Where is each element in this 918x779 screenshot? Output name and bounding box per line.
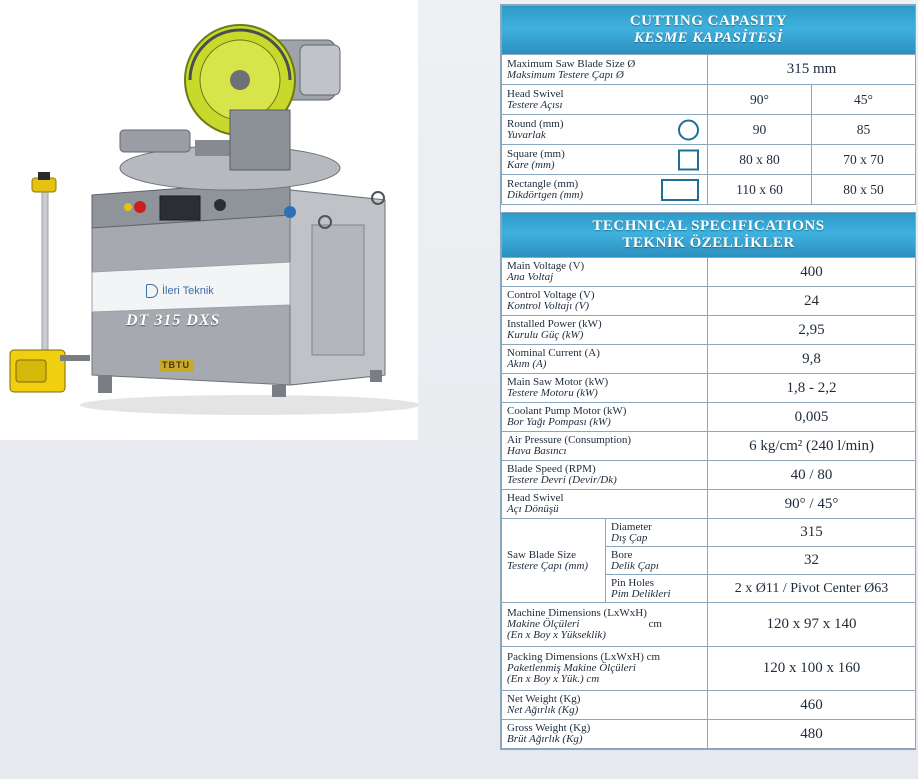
table-row bbox=[502, 403, 916, 432]
table-row bbox=[502, 316, 916, 345]
row-label-tr: Akım (A) bbox=[507, 358, 547, 370]
technical-specifications-table bbox=[501, 212, 916, 749]
row-label: Rectangle (mm) bbox=[507, 177, 579, 190]
cutting-title: CUTTING CAPASITY bbox=[629, 13, 788, 29]
row-label: Main Voltage (V) bbox=[507, 260, 585, 272]
table-row bbox=[502, 345, 916, 374]
row-label: Net Weight (Kg) bbox=[507, 693, 581, 705]
row-label: Installed Power (kW) bbox=[507, 318, 602, 330]
saw-machine-illustration bbox=[0, 0, 418, 440]
row-label: Head Swivel bbox=[507, 87, 564, 100]
row-value: 32 bbox=[708, 547, 916, 575]
row-label: Maximum Saw Blade Size Ø bbox=[507, 57, 636, 70]
row-value-90: 110 x 60 bbox=[708, 175, 812, 205]
table-row bbox=[502, 287, 916, 316]
sub-label-tr: Dış Çap bbox=[611, 531, 648, 544]
row-label-tr: Hava Basıncı bbox=[507, 445, 567, 457]
row-value: 120 x 100 x 160 bbox=[708, 647, 916, 691]
tech-header bbox=[502, 213, 916, 258]
row-label: Blade Speed (RPM) bbox=[507, 463, 596, 475]
row-value-90: 90 bbox=[708, 115, 812, 145]
row-label: Square (mm) bbox=[507, 147, 565, 160]
row-value-45: 85 bbox=[812, 115, 916, 145]
row-label-tr: Açı Dönüşü bbox=[507, 503, 559, 515]
row-label: Packing Dimensions (LxWxH) cm bbox=[507, 651, 661, 663]
table-row bbox=[502, 55, 916, 85]
row-value: 0,005 bbox=[708, 403, 916, 432]
rectangle-icon bbox=[661, 179, 699, 201]
row-value: 315 mm bbox=[708, 55, 916, 85]
table-row bbox=[502, 145, 916, 175]
row-label-tr: Paketlenmiş Makine Ölçüleri bbox=[507, 662, 636, 674]
row-value: 24 bbox=[708, 287, 916, 316]
row-value-45: 70 x 70 bbox=[812, 145, 916, 175]
tech-title-tr: TEKNİK ÖZELLİKLER bbox=[622, 235, 795, 251]
row-label: Main Saw Motor (kW) bbox=[507, 376, 609, 388]
sub-label-tr: Delik Çapı bbox=[611, 559, 659, 572]
table-row bbox=[502, 175, 916, 205]
row-label-tr: Kurulu Güç (kW) bbox=[507, 329, 584, 341]
row-value: 6 kg/cm² (240 l/min) bbox=[708, 432, 916, 461]
sub-label: Bore bbox=[611, 548, 633, 561]
table-row bbox=[502, 461, 916, 490]
table-row bbox=[502, 374, 916, 403]
cutting-header bbox=[502, 6, 916, 55]
square-icon bbox=[678, 149, 699, 170]
row-value: 90° / 45° bbox=[708, 490, 916, 519]
table-row bbox=[502, 691, 916, 720]
table-row bbox=[502, 115, 916, 145]
row-label: Head Swivel bbox=[507, 492, 564, 504]
row-label: Gross Weight (Kg) bbox=[507, 722, 591, 734]
row-label-tr: Testere Açısı bbox=[507, 98, 563, 111]
row-value: 1,8 - 2,2 bbox=[708, 374, 916, 403]
brand-label bbox=[146, 284, 214, 298]
row-value: 9,8 bbox=[708, 345, 916, 374]
row-label-tr: Makine Ölçüleri bbox=[507, 618, 580, 630]
row-label-tr: Brüt Ağırlık (Kg) bbox=[507, 733, 583, 745]
sub-label: Pin Holes bbox=[611, 576, 655, 589]
row-value-90: 80 x 80 bbox=[708, 145, 812, 175]
row-value: 460 bbox=[708, 691, 916, 720]
row-label-tr: Yuvarlak bbox=[507, 128, 546, 141]
row-value-45: 45° bbox=[812, 85, 916, 115]
table-row bbox=[502, 258, 916, 287]
circle-icon bbox=[678, 119, 699, 140]
brand-logo-icon bbox=[146, 284, 158, 298]
row-value: 400 bbox=[708, 258, 916, 287]
brand-name: İleri Teknik bbox=[162, 284, 214, 297]
row-label-tr: Dikdörtgen (mm) bbox=[507, 188, 584, 201]
row-label-tr: Testere Devri (Devir/Dk) bbox=[507, 474, 617, 486]
row-label-tr2: (En x Boy x Yük.) cm bbox=[507, 673, 600, 685]
row-label-tr: Ana Voltaj bbox=[507, 271, 554, 283]
row-label-tr: Net Ağırlık (Kg) bbox=[507, 704, 579, 716]
row-label: Control Voltage (V) bbox=[507, 289, 595, 301]
row-label: Coolant Pump Motor (kW) bbox=[507, 405, 627, 417]
row-label-tr: Bor Yağı Pompası (kW) bbox=[507, 416, 611, 428]
table-row bbox=[502, 519, 916, 547]
row-label: Machine Dimensions (LxWxH) bbox=[507, 607, 647, 619]
row-label-tr: Kontrol Voltajı (V) bbox=[507, 300, 590, 312]
row-label: Round (mm) bbox=[507, 117, 564, 130]
row-label-tr2: (En x Boy x Yükseklik) bbox=[507, 629, 606, 641]
row-label: Nominal Current (A) bbox=[507, 347, 600, 359]
footer-plate: TBTU bbox=[162, 360, 190, 370]
row-label-tr: Kare (mm) bbox=[507, 158, 555, 171]
cutting-title-tr: KESME KAPASİTESİ bbox=[633, 30, 784, 46]
table-row bbox=[502, 603, 916, 647]
row-value: 120 x 97 x 140 bbox=[708, 603, 916, 647]
row-label-tr: Maksimum Testere Çapı Ø bbox=[507, 68, 624, 81]
spec-sheet bbox=[500, 4, 916, 750]
row-label-tr: Testere Motoru (kW) bbox=[507, 387, 598, 399]
table-row bbox=[502, 490, 916, 519]
table-row bbox=[502, 432, 916, 461]
tech-title: TECHNICAL SPECIFICATIONS bbox=[592, 218, 825, 234]
sub-label-tr: Pim Delikleri bbox=[611, 587, 671, 600]
row-value-45: 80 x 50 bbox=[812, 175, 916, 205]
row-label: Air Pressure (Consumption) bbox=[507, 434, 632, 446]
table-row bbox=[502, 647, 916, 691]
row-value: 2,95 bbox=[708, 316, 916, 345]
table-row bbox=[502, 720, 916, 749]
table-row bbox=[502, 85, 916, 115]
product-photo bbox=[0, 0, 418, 440]
unit-label: cm bbox=[648, 618, 662, 630]
row-value: 315 bbox=[708, 519, 916, 547]
model-label: DT 315 DXS bbox=[126, 312, 221, 329]
row-value: 2 x Ø11 / Pivot Center Ø63 bbox=[708, 575, 916, 603]
row-value: 480 bbox=[708, 720, 916, 749]
row-value: 40 / 80 bbox=[708, 461, 916, 490]
sub-label: Diameter bbox=[611, 520, 652, 533]
blade-label: Saw Blade Size bbox=[507, 548, 577, 561]
blade-label-tr: Testere Çapı (mm) bbox=[507, 559, 589, 572]
row-value-90: 90° bbox=[708, 85, 812, 115]
cutting-capacity-table bbox=[501, 5, 916, 212]
